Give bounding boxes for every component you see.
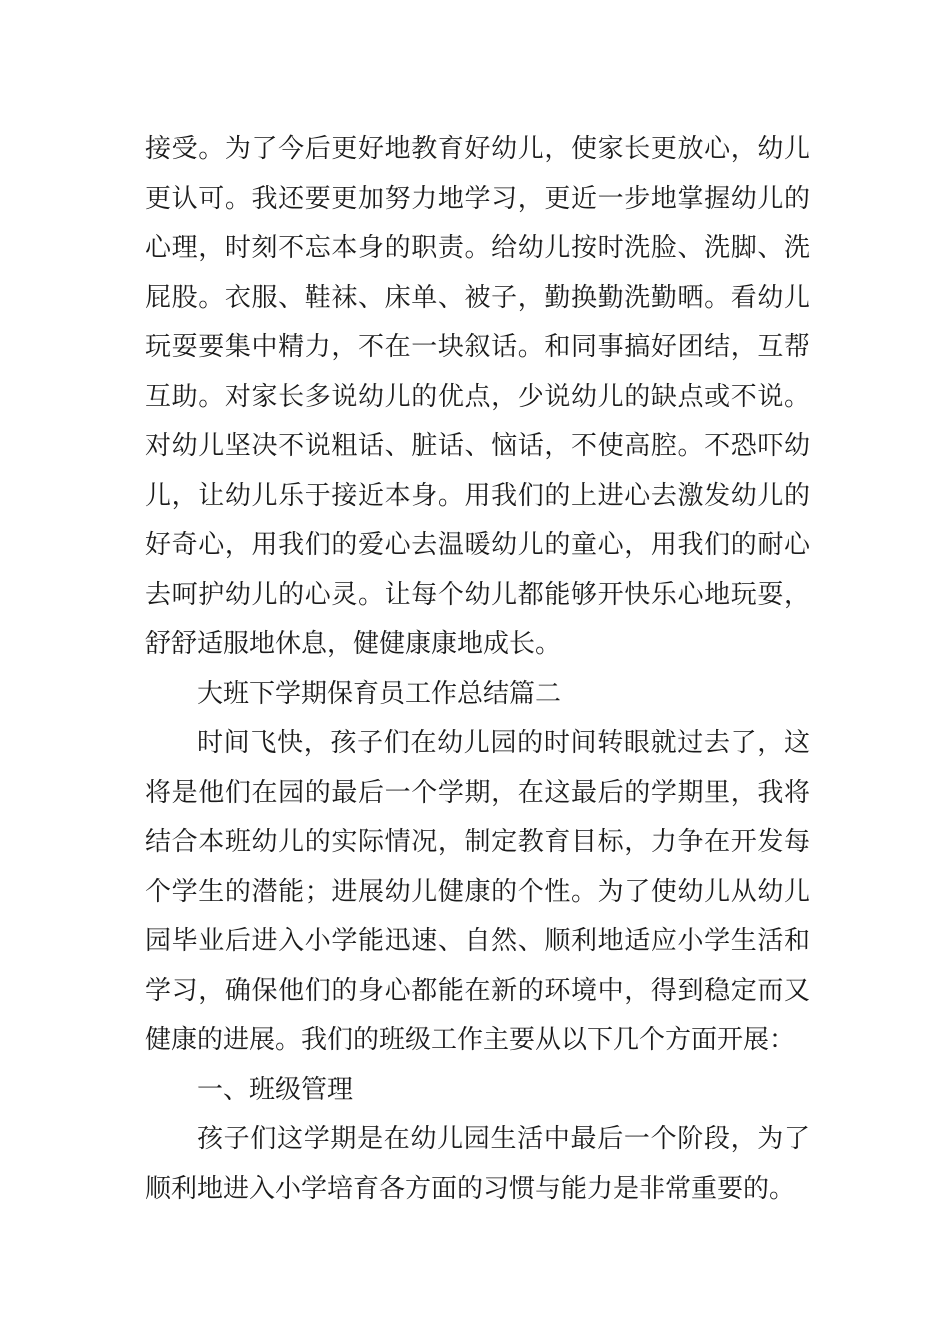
body-paragraph-3: 孩子们这学期是在幼儿园生活中最后一个阶段，为了顺利地进入小学培育各方面的习惯与能力是非常重要的。: [145, 1124, 810, 1204]
body-paragraph-2: 时间飞快，孩子们在幼儿园的时间转眼就过去了，这将是他们在园的最后一个学期，在这最后的学期里，我将结合本班幼儿的实际情况，制定教育目标，力争在开发每个学生的潜能；进展幼儿健康的个性。为了使幼儿从幼儿园毕业后进入小学能迅速、自然、顺利地适应小学生活和学习，确保他们的身心都能在新的环境中，得到稳定而又健康的进展。我们的班级工作主要从以下几个方面开展：: [145, 728, 810, 1055]
section-heading-2: 大班下学期保育员工作总结篇二: [197, 678, 562, 709]
subsection-heading-class-management: 一、班级管理: [197, 1074, 354, 1105]
document-body: [145, 125, 810, 1214]
body-paragraph-1: 接受。为了今后更好地教育好幼儿，使家长更放心，幼儿更认可。我还要更加努力地学习，更近一步地掌握幼儿的心理，时刻不忘本身的职责。给幼儿按时洗脸、洗脚、洗屁股。衣服、鞋袜、床单、被子，勤换勤洗勤晒。看幼儿玩耍要集中精力，不在一块叙话。和同事搞好团结，互帮互助。对家长多说幼儿的优点，少说幼儿的缺点或不说。对幼儿坚决不说粗话、脏话、恼话，不使高腔。不恐吓幼儿，让幼儿乐于接近本身。用我们的上进心去激发幼儿的好奇心，用我们的爱心去温暖幼儿的童心，用我们的耐心去呵护幼儿的心灵。让每个幼儿都能够开快乐心地玩耍，舒舒适服地休息，健健康康地成长。: [145, 134, 810, 659]
